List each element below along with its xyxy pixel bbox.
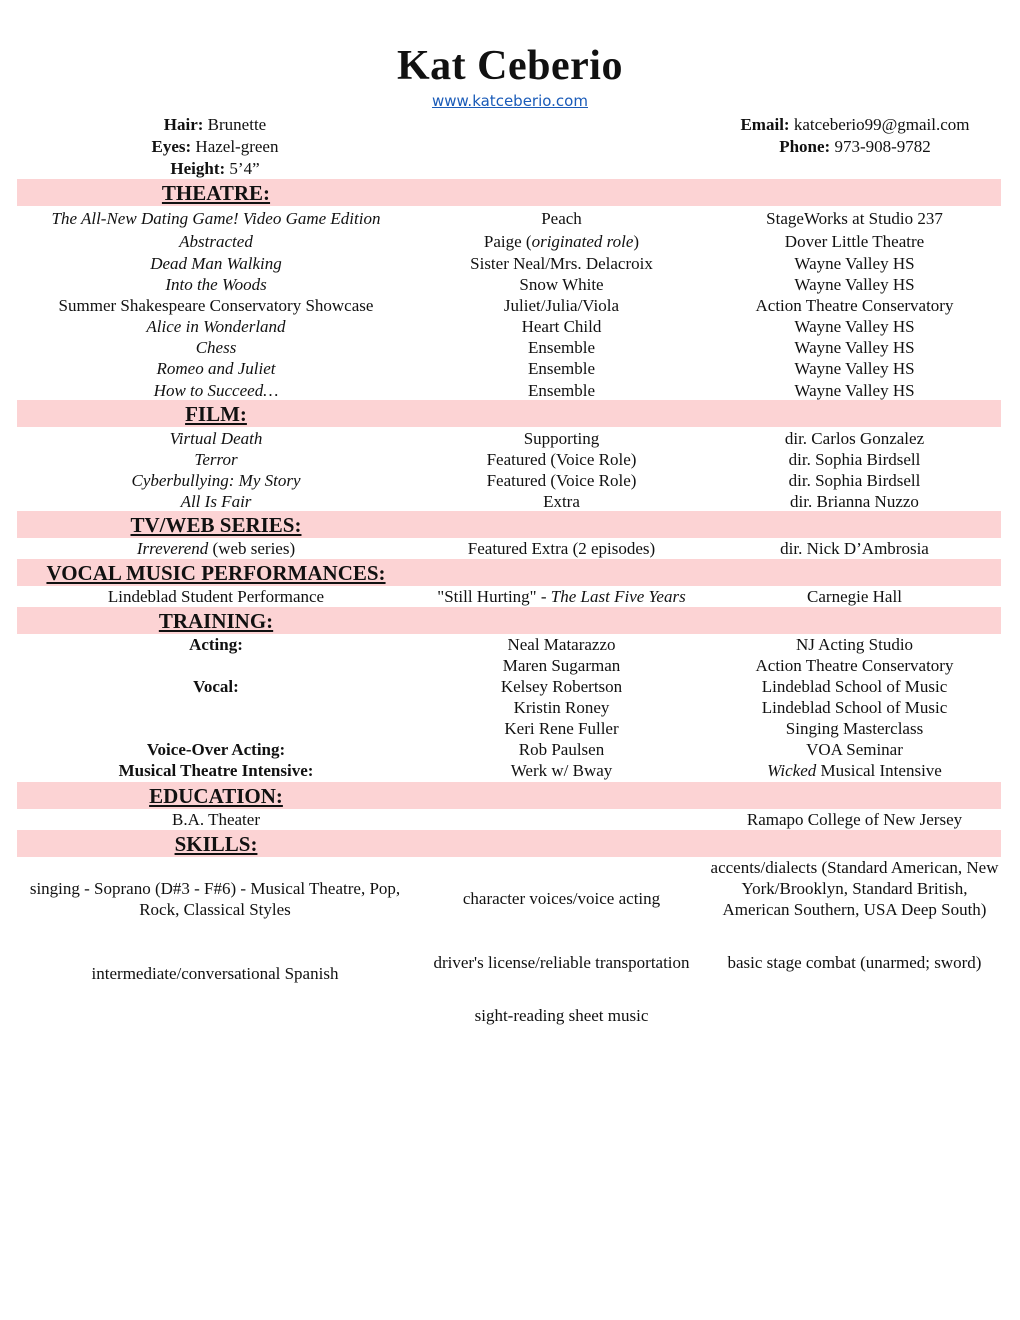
theatre-row	[0, 358, 1020, 379]
training-row	[0, 634, 1020, 655]
role: Featured Extra (2 episodes)	[467, 539, 656, 558]
show-title: Summer Shakespeare Conservatory Showcase	[58, 296, 374, 315]
role: Peach	[541, 209, 582, 228]
role: Juliet/Julia/Viola	[503, 296, 620, 315]
film-heading: FILM:	[185, 402, 247, 426]
theatre-row	[0, 253, 1020, 274]
role: Featured (Voice Role)	[486, 450, 637, 469]
show-title: Into the Woods	[165, 275, 267, 294]
theatre-row	[0, 208, 1020, 229]
training-label: Voice-Over Acting:	[146, 740, 286, 759]
place: Action Theatre Conservatory	[755, 656, 954, 675]
theatre-row	[0, 337, 1020, 358]
degree: B.A. Theater	[172, 810, 260, 829]
venue: Wayne Valley HS	[794, 317, 915, 336]
film-title: Terror	[194, 450, 238, 469]
venue: Wayne Valley HS	[794, 359, 915, 378]
training-label: Musical Theatre Intensive:	[118, 761, 314, 780]
venue: Wayne Valley HS	[794, 338, 915, 357]
skills-heading: SKILLS:	[174, 832, 258, 856]
phone-line	[700, 136, 1010, 158]
film-row	[0, 491, 1020, 512]
venue: Action Theatre Conservatory	[755, 296, 954, 315]
venue: StageWorks at Studio 237	[766, 209, 943, 228]
training-row	[0, 760, 1020, 781]
teacher: Kelsey Robertson	[500, 677, 623, 696]
place-italic: Wicked	[767, 761, 817, 780]
place: NJ Acting Studio	[795, 635, 914, 654]
director: dir. Brianna Nuzzo	[790, 492, 919, 511]
skill-singing: singing - Soprano (D#3 - F#6) - Musical Theatre, Pop, Rock, Classical Styles	[29, 879, 401, 919]
email-label: Email:	[740, 115, 790, 134]
eyes-value: Hazel-green	[195, 137, 279, 156]
director: dir. Sophia Birdsell	[788, 471, 921, 490]
role: Ensemble	[527, 338, 596, 357]
skill-combat: basic stage combat (unarmed; sword)	[727, 953, 982, 972]
song-show: The Last Five Years	[550, 587, 686, 606]
role: Supporting	[523, 429, 600, 448]
training-heading: TRAINING:	[158, 609, 274, 633]
eyes-label: Eyes:	[151, 137, 192, 156]
place-rest: Musical Intensive	[816, 761, 942, 780]
show-title: Romeo and Juliet	[156, 359, 276, 378]
director: dir. Sophia Birdsell	[788, 450, 921, 469]
education-heading: EDUCATION:	[149, 784, 283, 808]
show-title: Chess	[195, 338, 237, 357]
venue: Wayne Valley HS	[794, 254, 915, 273]
height-label: Height:	[170, 159, 226, 178]
theatre-row	[0, 316, 1020, 337]
skill-license: driver's license/reliable transportation	[433, 953, 690, 972]
place: Lindeblad School of Music	[761, 698, 948, 717]
place: Lindeblad School of Music	[761, 677, 948, 696]
film-row	[0, 428, 1020, 449]
height-line	[0, 158, 430, 180]
tv-row	[0, 538, 1020, 559]
website-link[interactable]: www.katceberio.com	[432, 92, 588, 110]
theatre-row	[0, 274, 1020, 295]
show-title: Alice in Wonderland	[146, 317, 286, 336]
phone-label: Phone:	[779, 137, 831, 156]
skill-spanish: intermediate/conversational Spanish	[91, 964, 339, 983]
place: VOA Seminar	[806, 740, 903, 759]
skill-sight-reading: sight-reading sheet music	[474, 1006, 649, 1025]
tv-heading: TV/WEB SERIES:	[130, 513, 302, 537]
show-title: Abstracted	[179, 232, 253, 251]
eyes-line	[0, 136, 430, 158]
training-label: Vocal:	[193, 677, 239, 696]
role-note: originated role	[531, 232, 634, 251]
film-title: All Is Fair	[180, 492, 252, 511]
director: dir. Nick D’Ambrosia	[780, 539, 929, 558]
place: Singing Masterclass	[785, 719, 924, 738]
tv-title	[17, 538, 415, 559]
teacher: Kristin Roney	[513, 698, 610, 717]
hair-value: Brunette	[207, 115, 267, 134]
phone-value: 973-908-9782	[834, 137, 931, 156]
song-title: "Still Hurting" -	[437, 587, 551, 606]
role: Snow White	[519, 275, 604, 294]
tv-title-main: Irreverend	[136, 539, 209, 558]
hair-label: Hair:	[163, 115, 204, 134]
role: Sister Neal/Mrs. Delacroix	[470, 254, 653, 273]
venue: Carnegie Hall	[807, 587, 902, 606]
show-title: Dead Man Walking	[150, 254, 282, 273]
name-heading: Kat Ceberio	[397, 43, 623, 89]
film-row	[0, 449, 1020, 470]
venue: Wayne Valley HS	[794, 381, 915, 400]
role: Ensemble	[527, 381, 596, 400]
venue: Wayne Valley HS	[794, 275, 915, 294]
role-main: Paige (	[483, 232, 532, 251]
event: Lindeblad Student Performance	[107, 587, 325, 606]
training-label: Acting:	[189, 635, 243, 654]
role-end: )	[633, 232, 640, 251]
vocal-row	[0, 586, 1020, 607]
theatre-row	[0, 231, 1020, 252]
role: Heart Child	[521, 317, 602, 336]
teacher: Rob Paulsen	[518, 740, 605, 759]
tv-title-note: (web series)	[208, 539, 296, 558]
venue: Dover Little Theatre	[784, 232, 925, 251]
email-line	[700, 114, 1010, 136]
teacher: Keri Rene Fuller	[504, 719, 619, 738]
film-title: Cyberbullying: My Story	[131, 471, 301, 490]
director: dir. Carlos Gonzalez	[784, 429, 925, 448]
email-value[interactable]: katceberio99@gmail.com	[793, 115, 970, 134]
film-title: Virtual Death	[169, 429, 263, 448]
song	[415, 586, 708, 607]
film-row	[0, 470, 1020, 491]
show-title: The All-New Dating Game! Video Game Edition	[51, 209, 381, 228]
hair-line	[0, 114, 430, 136]
role: Extra	[543, 492, 580, 511]
training-row	[0, 676, 1020, 697]
education-row	[0, 809, 1020, 830]
height-value: 5’4”	[229, 159, 260, 178]
theatre-heading: THEATRE:	[161, 181, 271, 205]
vocal-heading: VOCAL MUSIC PERFORMANCES:	[46, 561, 386, 585]
training-row	[0, 739, 1020, 760]
skill-accents: accents/dialects (Standard American, New York/Brooklyn, Standard British, American Southern, USA Deep South)	[710, 858, 999, 919]
theatre-row	[0, 380, 1020, 401]
training-row	[0, 655, 1020, 676]
school: Ramapo College of New Jersey	[746, 810, 963, 829]
role: Ensemble	[527, 359, 596, 378]
teacher: Neal Matarazzo	[507, 635, 616, 654]
show-title: How to Succeed…	[153, 381, 279, 400]
teacher: Maren Sugarman	[502, 656, 621, 675]
skill-voices: character voices/voice acting	[462, 889, 661, 908]
training-row	[0, 697, 1020, 718]
role: Featured (Voice Role)	[486, 471, 637, 490]
role	[415, 231, 708, 252]
teacher: Werk w/ Bway	[510, 761, 613, 780]
theatre-row	[0, 295, 1020, 316]
training-row	[0, 718, 1020, 739]
place	[708, 760, 1001, 781]
